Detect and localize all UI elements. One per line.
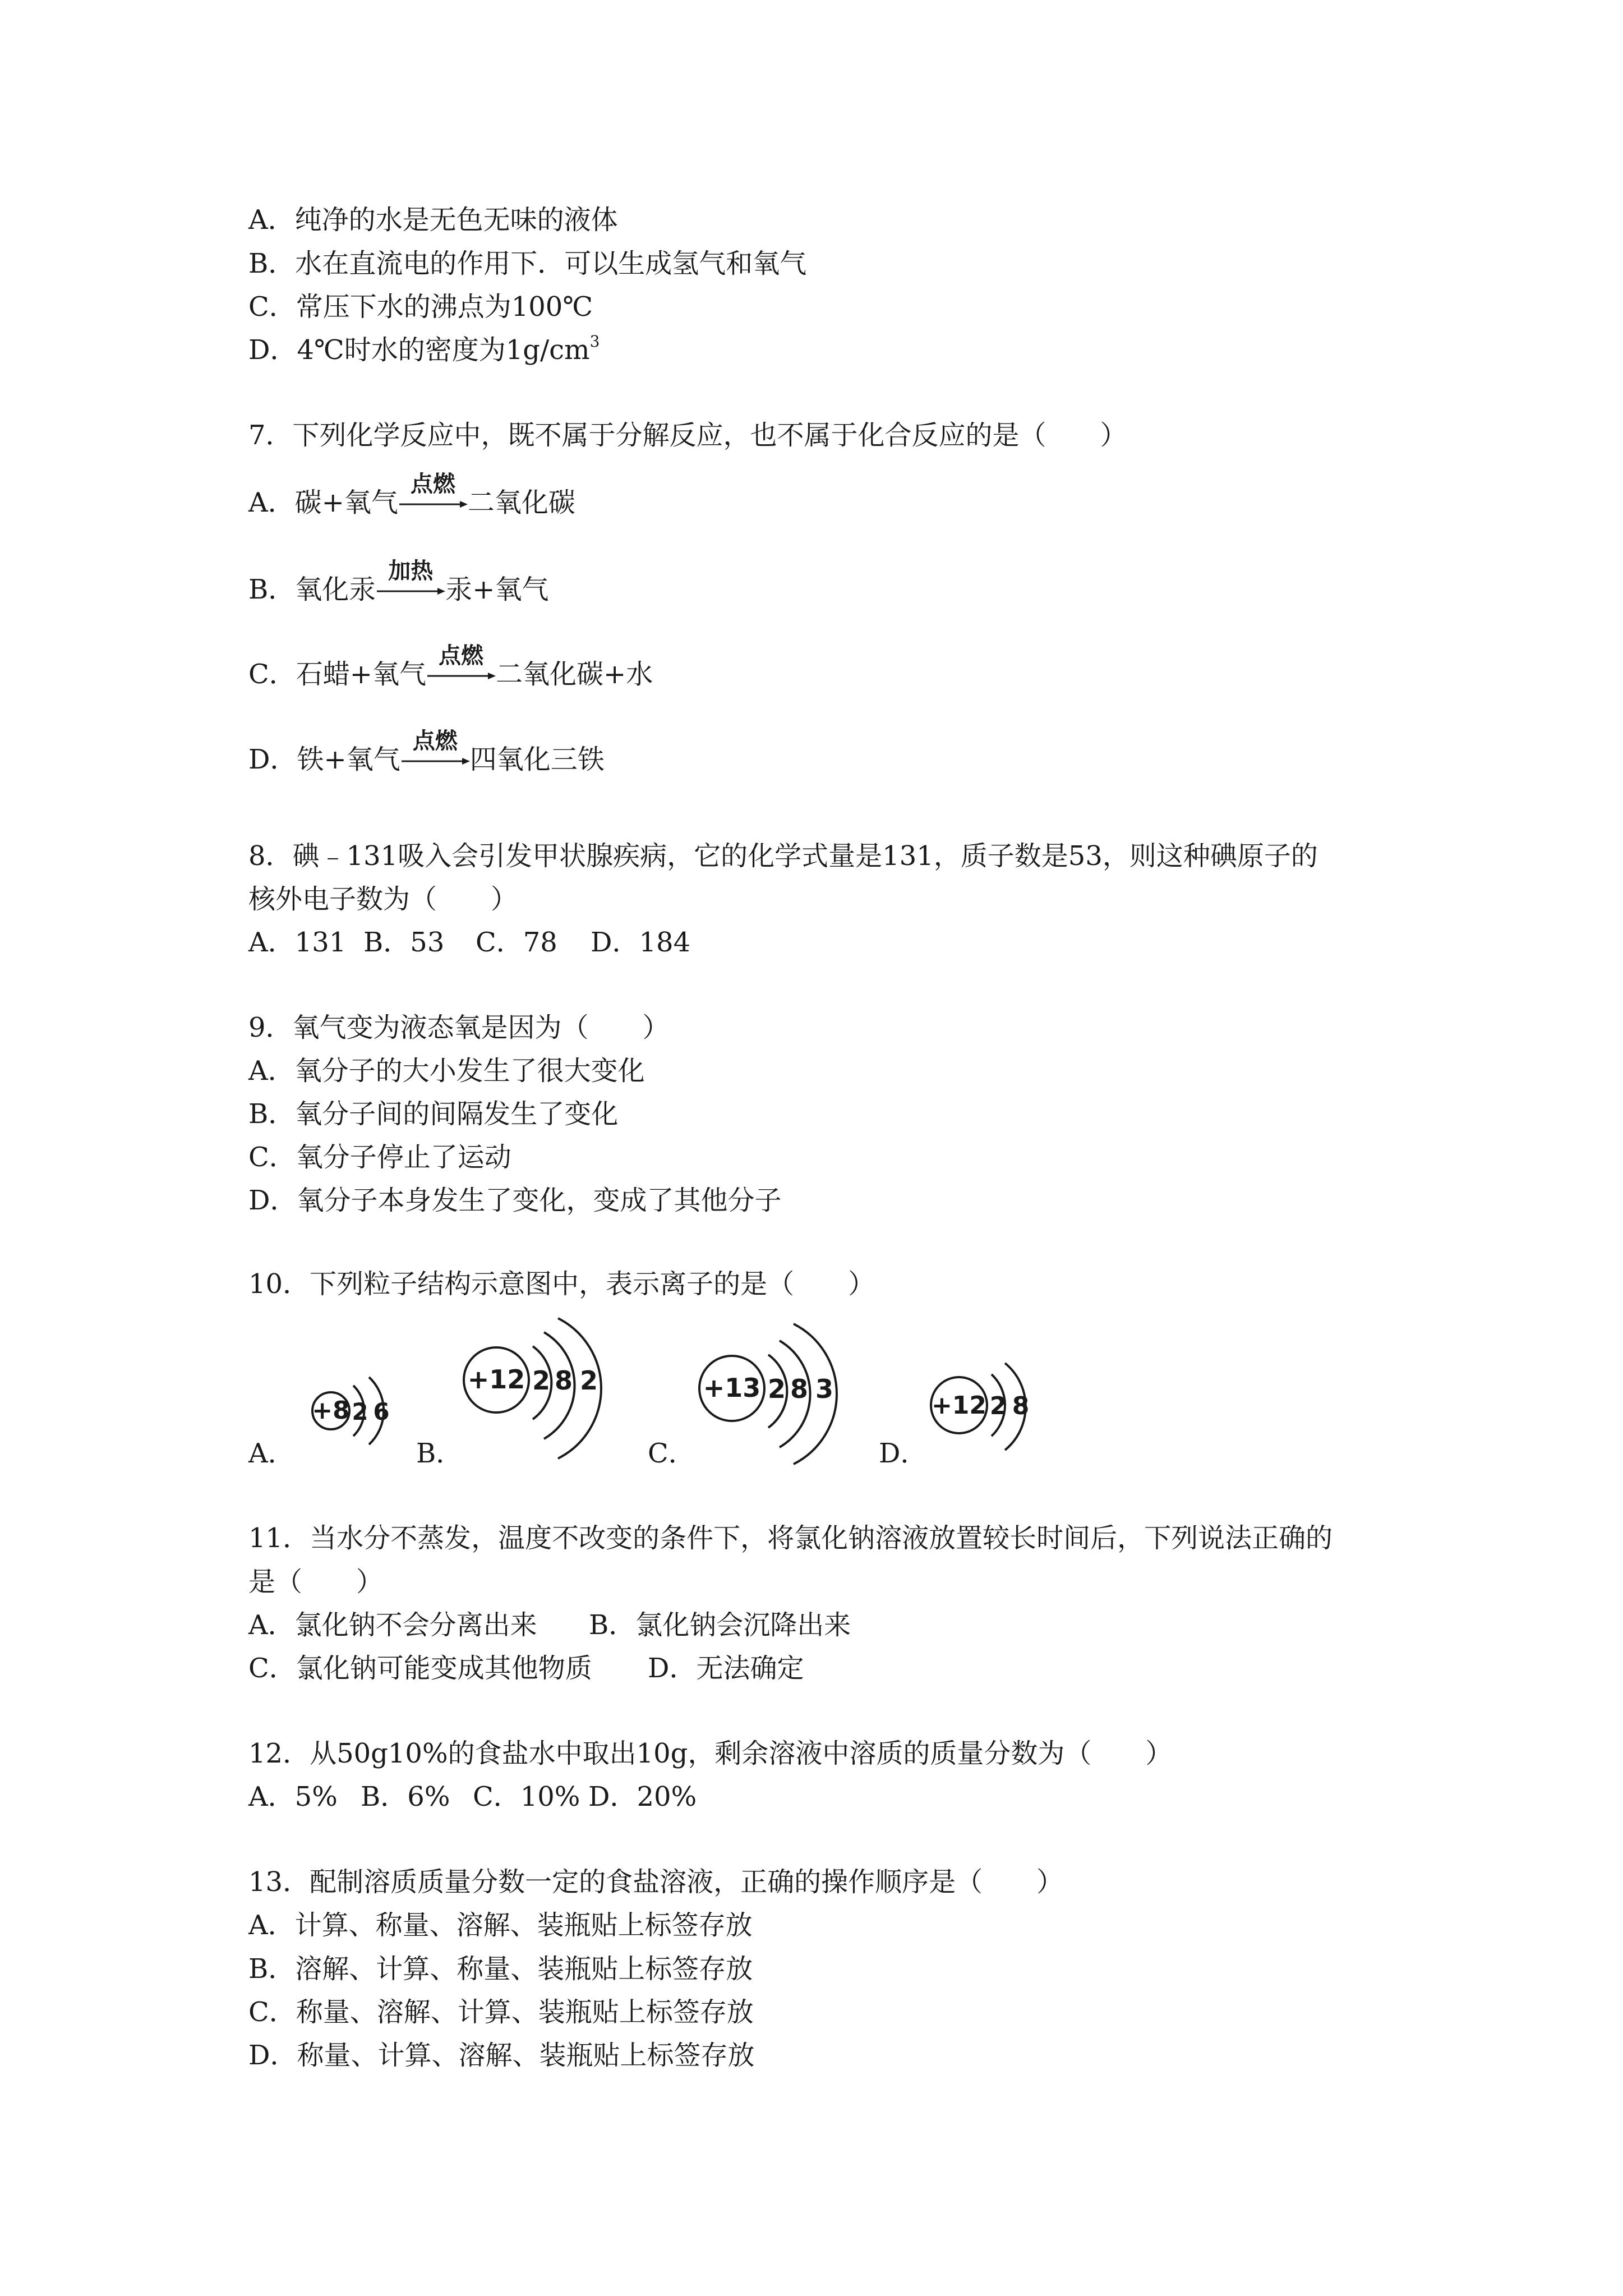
- q8-stem-text-2: 核外电子数为（ ）: [248, 884, 518, 915]
- q7-option-b-label: B．: [248, 574, 296, 605]
- reaction-condition: 点燃: [412, 728, 458, 754]
- q11-option-d: D．无法确定: [648, 1653, 804, 1684]
- q7-option-a: [248, 471, 575, 522]
- q9-stem: [248, 1008, 670, 1047]
- q7-option-d-reactants: 铁+氧气: [297, 744, 400, 775]
- q7-stem-text: 7．下列化学反应中，既不属于分解反应，也不属于化合反应的是（ ）: [248, 420, 1127, 451]
- q10-label-a-text: A．: [248, 1438, 295, 1469]
- reaction-condition: 点燃: [438, 643, 483, 669]
- shell-electron-count: 8: [554, 1365, 573, 1396]
- q8-option-a: A．131: [248, 927, 347, 958]
- q10-label-c: [648, 1434, 695, 1473]
- q13-option-a-text: A．计算、称量、溶解、装瓶贴上标签存放: [248, 1910, 753, 1941]
- q13-option-a: [248, 1906, 753, 1945]
- q12-option-c: C．10%: [473, 1781, 580, 1812]
- q11-stem-line2: [248, 1562, 383, 1602]
- q9-option-d: [248, 1181, 782, 1220]
- q11-options-row1: [248, 1605, 1034, 1645]
- q11-option-b: B．氯化钠会沉降出来: [589, 1609, 851, 1641]
- q13-option-b-text: B．溶解、计算、称量、装瓶贴上标签存放: [248, 1953, 753, 1985]
- q9-option-b-text: B．氧分子间的间隔发生了变化: [248, 1098, 619, 1130]
- shell-electron-count: 2: [989, 1392, 1007, 1420]
- nucleus-charge: +12: [467, 1364, 525, 1395]
- q13-stem: [248, 1862, 1063, 1902]
- q10-label-d-text: D．: [879, 1438, 928, 1469]
- right-arrow-icon: [426, 671, 496, 680]
- atom-diagram-a: [297, 1346, 437, 1475]
- q10-label-c-text: C．: [648, 1438, 695, 1469]
- q7-option-b-reactants: 氧化汞: [295, 574, 376, 605]
- q8-option-c: C．78: [476, 927, 557, 958]
- q6-option-d-superscript: 3: [589, 332, 600, 351]
- shell-electron-count: 2: [532, 1365, 551, 1396]
- shell-electron-count: 8: [1012, 1392, 1030, 1420]
- q7-option-d-label: D．: [248, 744, 297, 775]
- shell-electron-count: 3: [815, 1374, 834, 1404]
- q12-option-b: B．6%: [361, 1781, 450, 1812]
- right-arrow-icon: [376, 587, 445, 596]
- q6-option-c-text: C．常压下水的沸点为100℃: [248, 291, 593, 323]
- q11-stem-line1: [248, 1519, 1332, 1558]
- q9-option-b: [248, 1094, 618, 1134]
- q11-options-row2: [248, 1649, 1034, 1688]
- q12-option-d: D．20%: [588, 1781, 697, 1812]
- q10-stem-text: 10．下列粒子结构示意图中，表示离子的是（ ）: [248, 1268, 875, 1300]
- shell-electron-count: 2: [352, 1398, 368, 1425]
- q7-option-c-products: 二氧化碳+水: [495, 659, 653, 690]
- q9-option-c-text: C．氧分子停止了运动: [248, 1142, 511, 1173]
- shell-electron-count: 2: [579, 1365, 598, 1396]
- q9-option-d-text: D．氧分子本身发生了变化，变成了其他分子: [248, 1185, 782, 1216]
- q6-option-a-text: A．纯净的水是无色无味的液体: [248, 204, 618, 236]
- right-arrow-icon: [398, 500, 468, 509]
- q6-option-b-text: B．水在直流电的作用下．可以生成氢气和氧气: [248, 248, 807, 279]
- shell-electron-count: 8: [790, 1374, 809, 1404]
- q8-stem-text-1: 8．碘﹣131吸入会引发甲状腺疾病，它的化学式量是131，质子数是53，则这种碘原子的: [248, 840, 1318, 872]
- q6-option-c: [248, 287, 593, 326]
- q7-option-a-label: A．: [248, 487, 295, 518]
- q7-option-a-reactants: 碳+氧气: [294, 487, 398, 518]
- q13-option-d: [248, 2036, 755, 2075]
- q6-option-d: [248, 330, 600, 370]
- atom-diagram-d: [920, 1341, 1060, 1475]
- reaction-arrow: [398, 471, 468, 522]
- q7-option-b-products: 汞+氧气: [445, 574, 549, 605]
- q7-option-c: [248, 643, 653, 694]
- q7-option-d-products: 四氧化三铁: [469, 744, 605, 775]
- shell-electron-count: 6: [373, 1398, 390, 1425]
- reaction-arrow: [426, 643, 496, 694]
- q13-option-d-text: D．称量、计算、溶解、装瓶贴上标签存放: [248, 2040, 755, 2071]
- q8-stem-line1: [248, 836, 1318, 876]
- q12-stem: [248, 1734, 1172, 1773]
- q10-stem: [248, 1264, 875, 1304]
- q7-option-b: [248, 558, 549, 609]
- reaction-condition: 点燃: [410, 471, 455, 497]
- q7-option-a-products: 二氧化碳: [467, 487, 575, 518]
- q13-option-c: [248, 1993, 754, 2032]
- reaction-arrow: [376, 558, 445, 609]
- q10-label-b-text: B．: [416, 1438, 463, 1469]
- atom-diagram-b: [454, 1307, 623, 1475]
- right-arrow-icon: [400, 757, 470, 766]
- q7-option-c-reactants: 石蜡+氧气: [296, 659, 426, 690]
- shell-electron-count: 2: [767, 1374, 786, 1404]
- q7-option-c-label: C．: [248, 659, 296, 690]
- nucleus-charge: +8: [312, 1396, 350, 1425]
- q12-stem-text: 12．从50g10%的食盐水中取出10g，剩余溶液中溶质的质量分数为（ ）: [248, 1738, 1173, 1769]
- q9-stem-text: 9．氧气变为液态氧是因为（ ）: [248, 1012, 670, 1043]
- q11-stem-text-2: 是（ ）: [248, 1566, 384, 1598]
- q9-option-a-text: A．氧分子的大小发生了很大变化: [248, 1055, 645, 1087]
- q9-option-c: [248, 1138, 511, 1177]
- q7-stem: [248, 416, 1127, 455]
- q12-options: [248, 1777, 865, 1816]
- atom-diagram-c: [690, 1307, 858, 1475]
- nucleus-charge: +12: [931, 1391, 987, 1420]
- reaction-condition: 加热: [388, 558, 434, 584]
- q13-option-b: [248, 1949, 753, 1989]
- q10-label-a: [248, 1434, 295, 1473]
- q8-options: [248, 923, 865, 962]
- q6-option-d-text: D．4℃时水的密度为1g/cm: [248, 334, 590, 366]
- q8-stem-line2: [248, 880, 518, 919]
- q8-option-b: B．53: [363, 927, 445, 958]
- q13-option-c-text: C．称量、溶解、计算、装瓶贴上标签存放: [248, 1996, 754, 2028]
- q9-option-a: [248, 1051, 645, 1091]
- reaction-arrow: [400, 728, 470, 779]
- q6-option-b: [248, 244, 806, 283]
- q11-option-a: A．氯化钠不会分离出来: [248, 1609, 537, 1641]
- nucleus-charge: +13: [703, 1373, 761, 1403]
- q8-option-d: D．184: [591, 927, 691, 958]
- q6-option-a: [248, 200, 618, 240]
- q7-option-d: [248, 728, 605, 779]
- q13-stem-text: 13．配制溶质质量分数一定的食盐溶液，正确的操作顺序是（ ）: [248, 1866, 1064, 1898]
- q11-option-c: C．氯化钠可能变成其他物质: [248, 1653, 592, 1684]
- q11-stem-text-1: 11．当水分不蒸发，温度不改变的条件下，将氯化钠溶液放置较长时间后，下列说法正确的: [248, 1522, 1333, 1554]
- q12-option-a: A．5%: [248, 1781, 338, 1812]
